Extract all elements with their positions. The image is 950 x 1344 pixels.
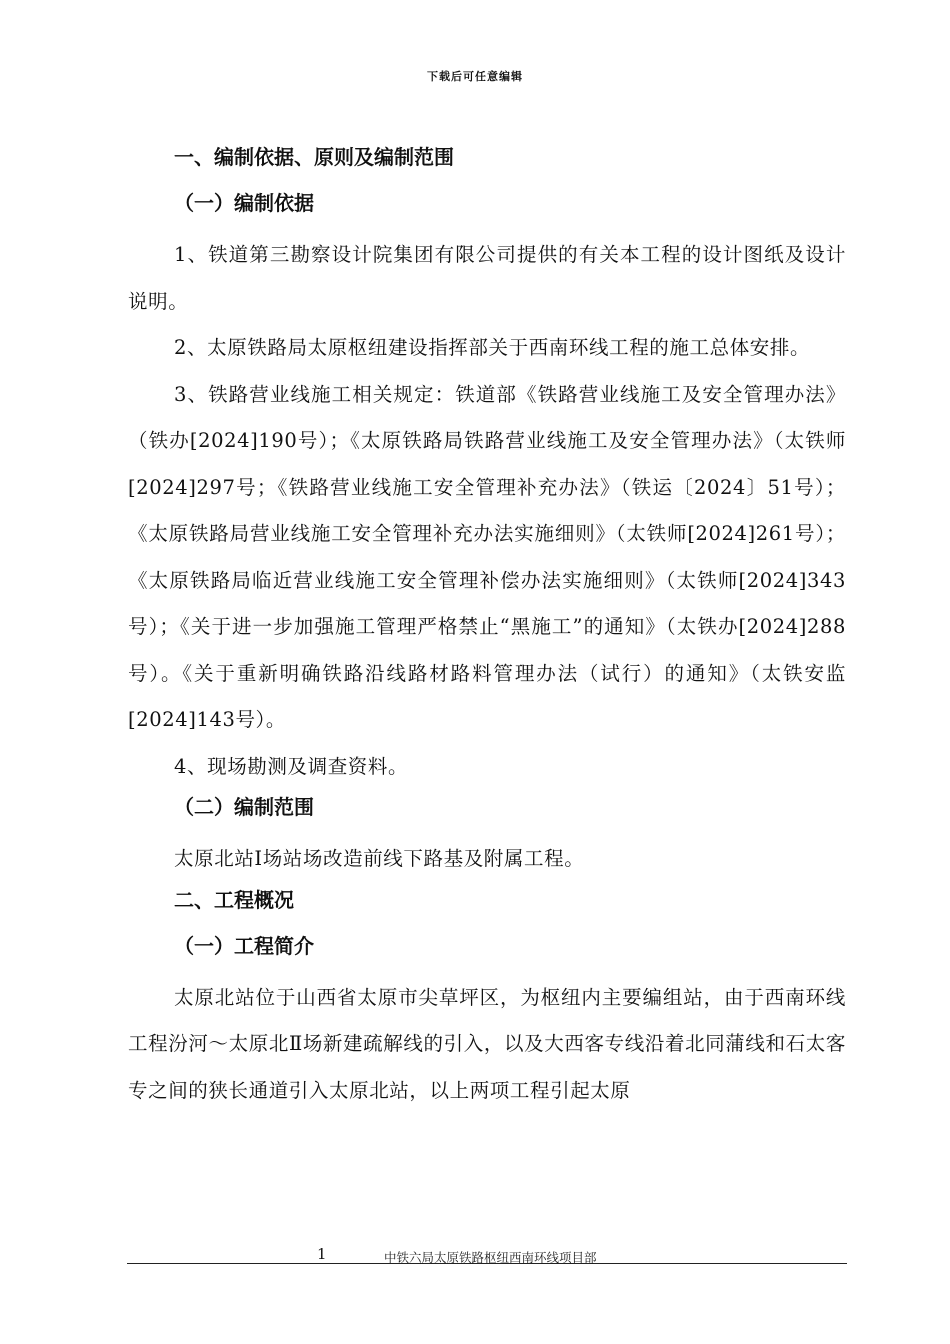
footer-divider	[127, 1263, 847, 1264]
subsection-heading: （一）编制依据	[174, 191, 314, 215]
paragraph: 太原北站位于山西省太原市尖草坪区，为枢纽内主要编组站，由于西南环线工程汾河～太原北Ⅱ场新建疏解线的引入，以及大西客专线沿着北同蒲线和石太客专之间的狭长通道引入太原北站，以上两项工程引起太原	[128, 985, 846, 1102]
page-number: 1	[317, 1245, 327, 1263]
paragraph: 3、铁路营业线施工相关规定：铁道部《铁路营业线施工及安全管理办法》（铁办[2024]190号）；《太原铁路局铁路营业线施工及安全管理办法》（太铁师[2024]297号；《铁路营业线施工安全管理补充办法》（铁运〔2024〕51号）；《太原铁路局营业线施工安全管理补充办法实施细则》（太铁师[2024]261号）；《太原铁路局临近营业线施工安全管理补偿办法实施细则》（太铁师[2024]343号）；《关于进一步加强施工管理严格禁止“黑施工”的通知》（太铁办[2024]288号）。《关于重新明确铁路沿线路材路料管理办法（试行）的通知》（太铁安监[2024]143号）。	[128, 382, 846, 731]
document-body	[128, 140, 846, 1114]
page-footer	[127, 1245, 847, 1265]
footer-organization: 中铁六局太原铁路枢纽西南环线项目部	[384, 1250, 597, 1265]
paragraph: 太原北站Ⅰ场站场改造前线下路基及附属工程。	[174, 847, 585, 870]
subsection-heading: （一）工程简介	[174, 933, 314, 958]
header-note: 下载后可任意编辑	[427, 70, 523, 83]
section-heading: 一、编制依据、原则及编制范围	[174, 145, 454, 169]
paragraph: 2、太原铁路局太原枢纽建设指挥部关于西南环线工程的施工总体安排。	[174, 336, 811, 359]
paragraph: 4、现场勘测及调查资料。	[174, 754, 409, 778]
subsection-heading: （二）编制范围	[174, 795, 314, 819]
paragraph: 1、铁道第三勘察设计院集团有限公司提供的有关本工程的设计图纸及设计说明。	[128, 243, 846, 313]
section-heading: 二、工程概况	[174, 887, 294, 912]
